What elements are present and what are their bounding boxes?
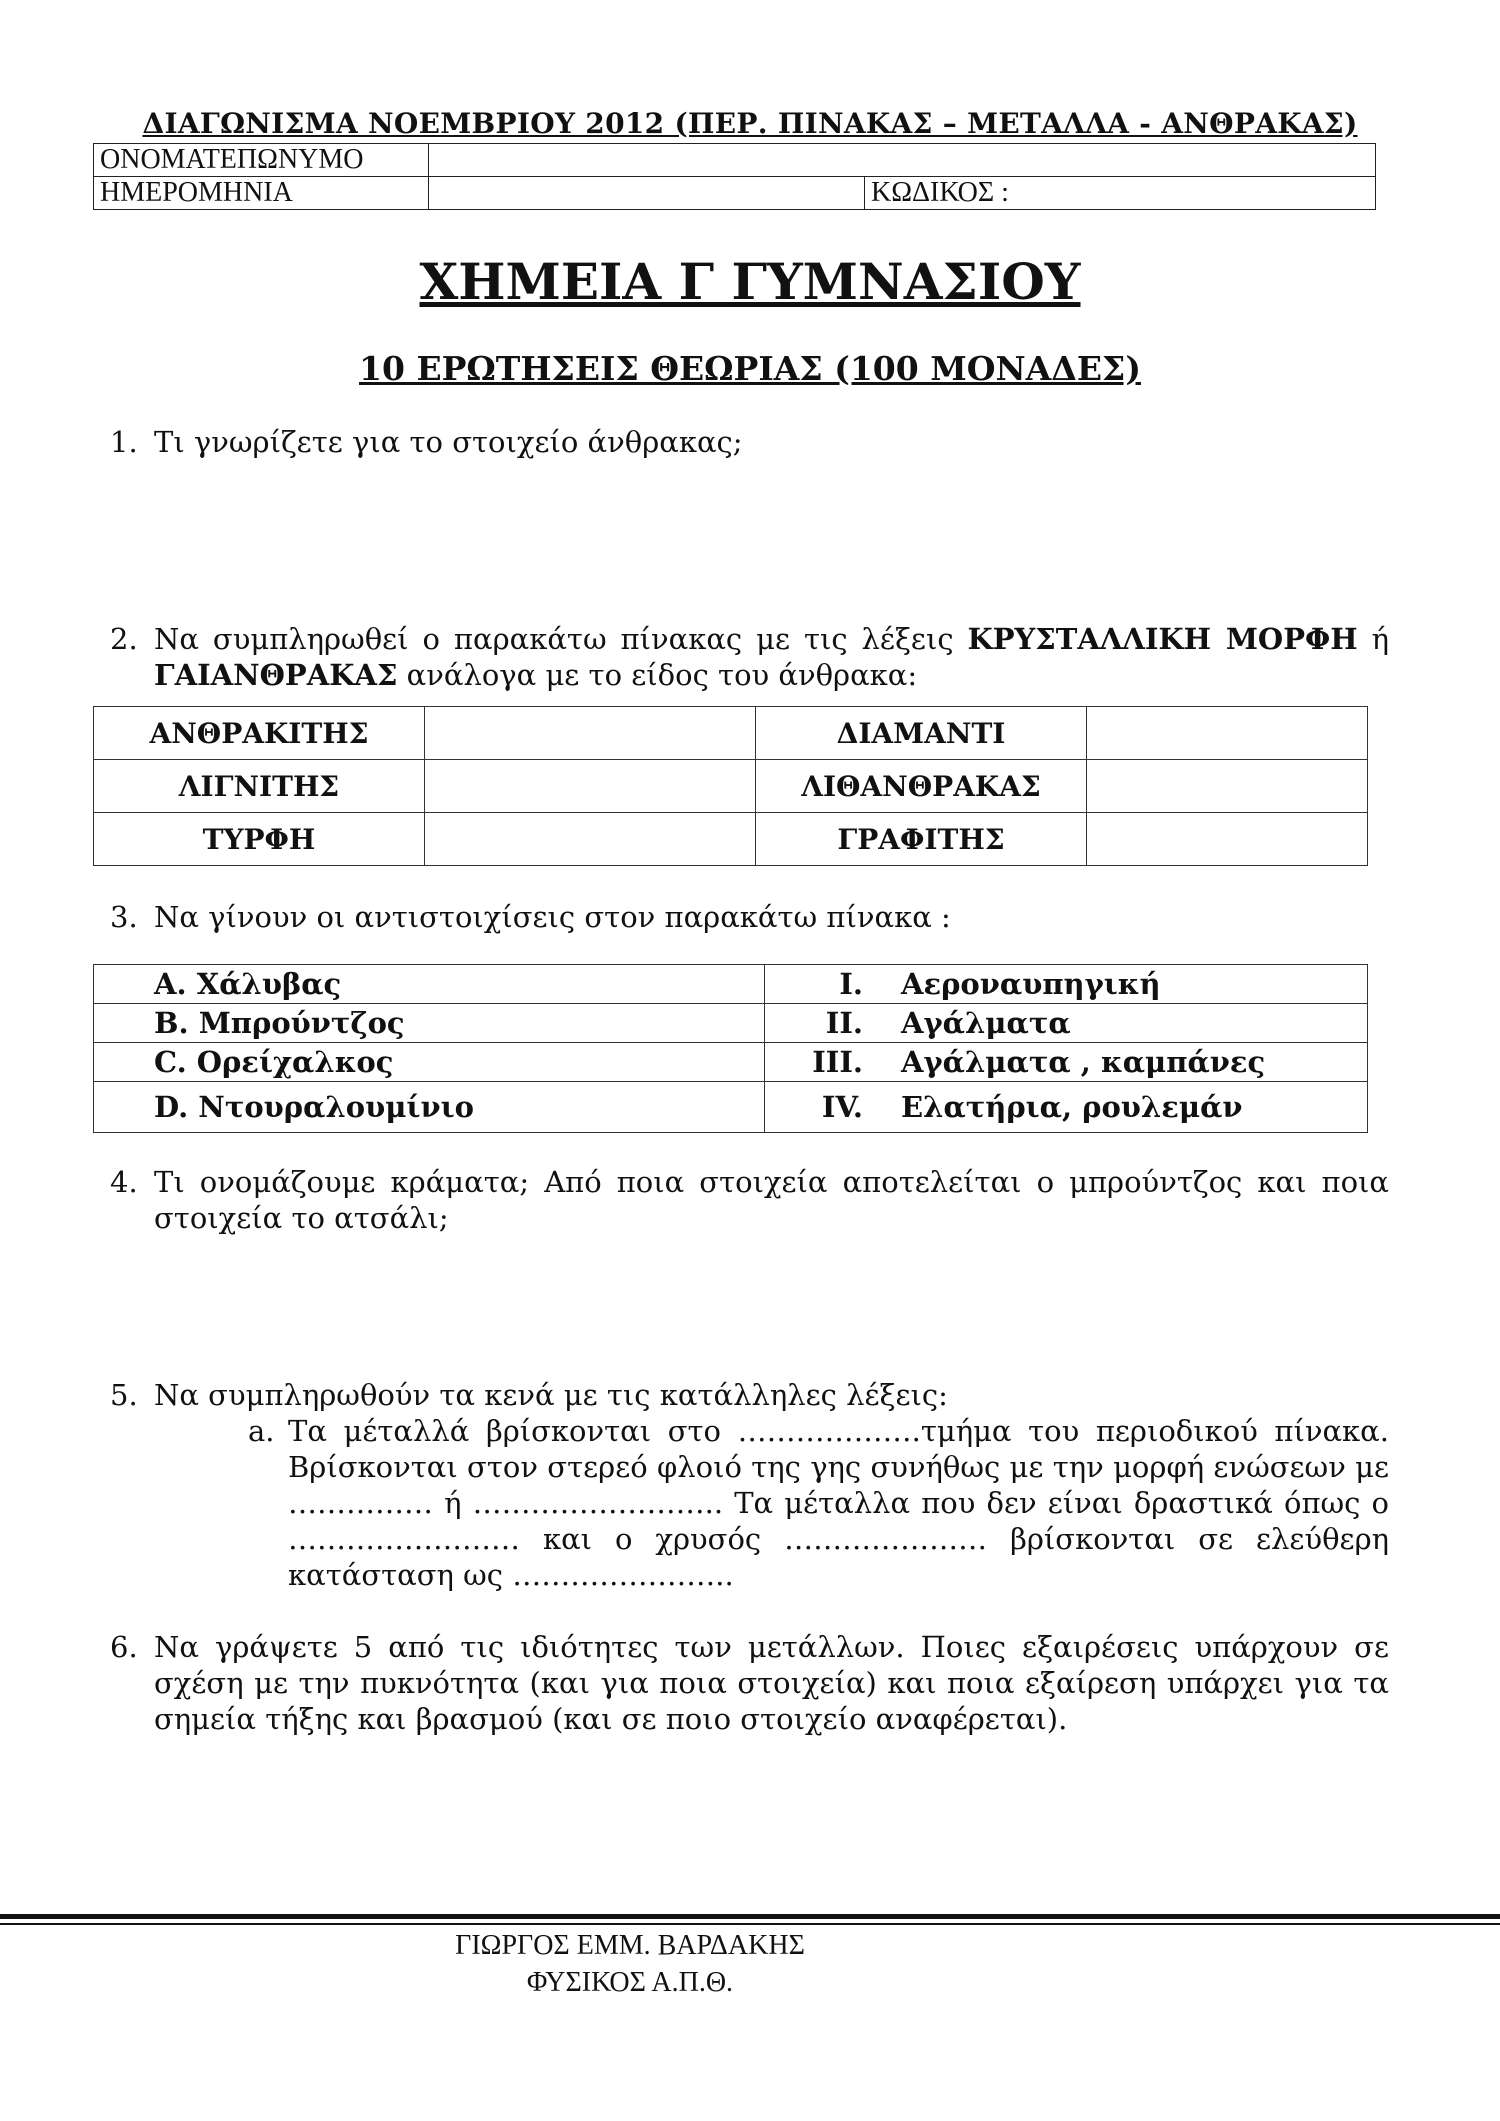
exam-header-title: ΔΙΑΓΩΝΙΣΜΑ ΝΟΕΜΒΡΙΟΥ 2012 (ΠΕΡ. ΠΙΝΑΚΑΣ – ΜΕΤΑΛΛΑ - ΑΝΘΡΑΚΑΣ) — [142, 107, 1358, 140]
use-item — [765, 1004, 1368, 1043]
section-title: 10 ΕΡΩΤΗΣΕΙΣ ΘΕΩΡΙΑΣ (100 ΜΟΝΑΔΕΣ) — [359, 349, 1141, 388]
question-number: 6. — [110, 1630, 138, 1664]
question-number: 3. — [110, 900, 138, 934]
answer-cell[interactable] — [1087, 707, 1368, 760]
question-text: Να γίνουν οι αντιστοιχίσεις στον παρακάτω πίνακα : — [154, 900, 951, 934]
use-item — [765, 965, 1368, 1004]
roman-numeral: II. — [825, 1006, 863, 1040]
use-text: Ελατήρια, ρουλεμάν — [901, 1090, 1243, 1124]
question-6 — [110, 1629, 1389, 1737]
answer-cell[interactable] — [425, 813, 756, 866]
alloy-item: C. Ορείχαλκος — [94, 1043, 765, 1082]
carbon-forms-table — [93, 706, 1368, 866]
roman-numeral: I. — [839, 967, 863, 1001]
table-cell-label: ΓΡΑΦΙΤΗΣ — [756, 813, 1087, 866]
footer-divider-thin — [0, 1923, 1500, 1925]
question-4 — [110, 1164, 1389, 1236]
question-text: Να συμπληρωθούν τα κενά με τις κατάλληλες λέξεις: — [154, 1378, 948, 1412]
keyword-coal: ΓΑΙΑΝΘΡΑΚΑΣ — [154, 658, 398, 692]
question-number: 1. — [110, 425, 138, 459]
table-cell-label: ΔΙΑΜΑΝΤΙ — [756, 707, 1087, 760]
question-text: Να γράψετε 5 από τις ιδιότητες των μετάλλων. Ποιες εξαιρέσεις υπάρχουν σε σχέση με την πυκνότητα (και για ποια στοιχεία) και ποια εξαίρεση υπάρχει για τα σημεία τήξης και βρασμού (και σε ποιο στοιχείο αναφέρεται). — [154, 1630, 1389, 1736]
question-text: Τι γνωρίζετε για το στοιχείο άνθρακας; — [154, 425, 743, 459]
sub-question-label: a. — [248, 1414, 275, 1448]
question-1 — [110, 424, 1389, 460]
use-text: Αεροναυπηγική — [901, 967, 1161, 1001]
answer-cell[interactable] — [425, 760, 756, 813]
answer-cell[interactable] — [1087, 760, 1368, 813]
footer-author: ΓΙΩΡΓΟΣ ΕΜΜ. ΒΑΡΔΑΚΗΣ — [455, 1930, 805, 1961]
subject-title: ΧΗΜΕΙΑ Γ ΓΥΜΝΑΣΙΟΥ — [419, 252, 1081, 311]
alloy-item: B. Μπρούντζος — [94, 1004, 765, 1043]
table-cell-label: ΤΥΡΦΗ — [94, 813, 425, 866]
use-text: Αγάλματα — [901, 1006, 1071, 1040]
question-text: Να συμπληρωθεί ο παρακάτω πίνακας με τις λέξεις — [154, 622, 968, 656]
alloys-matching-table — [93, 964, 1368, 1133]
question-text: ή — [1357, 622, 1390, 656]
fill-in-text: Τα μέταλλά βρίσκονται στο ……………….τμήμα του περιοδικού πίνακα. Βρίσκονται στον στερεό φλοιό της γης συνήθως με την μορφή ενώσεων με …………… ή …………………….. Τα μέταλλα που δεν είναι δραστικά όπως ο …………………… και ο χρυσός ………………… βρίσκονται σε ελεύθερη κατάσταση ως ………………….. — [288, 1414, 1389, 1592]
code-label: ΚΩΔΙΚΟΣ : — [865, 177, 1376, 210]
use-item — [765, 1043, 1368, 1082]
roman-numeral: IV. — [821, 1090, 863, 1124]
question-number: 2. — [110, 622, 138, 656]
question-number: 5. — [110, 1378, 138, 1412]
question-5 — [110, 1377, 1389, 1413]
use-item — [765, 1082, 1368, 1133]
table-cell-label: ΑΝΘΡΑΚΙΤΗΣ — [94, 707, 425, 760]
table-cell-label: ΛΙΓΝΙΤΗΣ — [94, 760, 425, 813]
question-2 — [110, 621, 1390, 693]
roman-numeral: III. — [812, 1045, 863, 1079]
question-5a — [248, 1413, 1389, 1593]
footer-divider — [0, 1914, 1500, 1919]
answer-cell[interactable] — [425, 707, 756, 760]
answer-cell[interactable] — [1087, 813, 1368, 866]
alloy-item: A. Χάλυβας — [94, 965, 765, 1004]
question-text: ανάλογα με το είδος του άνθρακα: — [397, 658, 918, 692]
footer-author-title: ΦΥΣΙΚΟΣ Α.Π.Θ. — [526, 1967, 734, 1998]
keyword-crystalline: ΚΡΥΣΤΑΛΛΙΚΗ ΜΟΡΦΗ — [967, 622, 1358, 656]
date-field[interactable] — [429, 177, 865, 210]
question-3 — [110, 899, 1389, 935]
table-cell-label: ΛΙΘΑΝΘΡΑΚΑΣ — [756, 760, 1087, 813]
question-text: Τι ονομάζουμε κράματα; Από ποια στοιχεία αποτελείται ο μπρούντζος και ποια στοιχεία το ατσάλι; — [154, 1165, 1389, 1235]
alloy-item: D. Ντουραλουμίνιο — [94, 1082, 765, 1133]
use-text: Αγάλματα , καμπάνες — [901, 1045, 1266, 1079]
student-info-table — [93, 143, 1376, 210]
question-number: 4. — [110, 1165, 138, 1199]
date-label: ΗΜΕΡΟΜΗΝΙΑ — [94, 177, 429, 210]
name-field[interactable] — [429, 144, 1376, 177]
name-label: ΟΝΟΜΑΤΕΠΩΝΥΜΟ — [94, 144, 429, 177]
